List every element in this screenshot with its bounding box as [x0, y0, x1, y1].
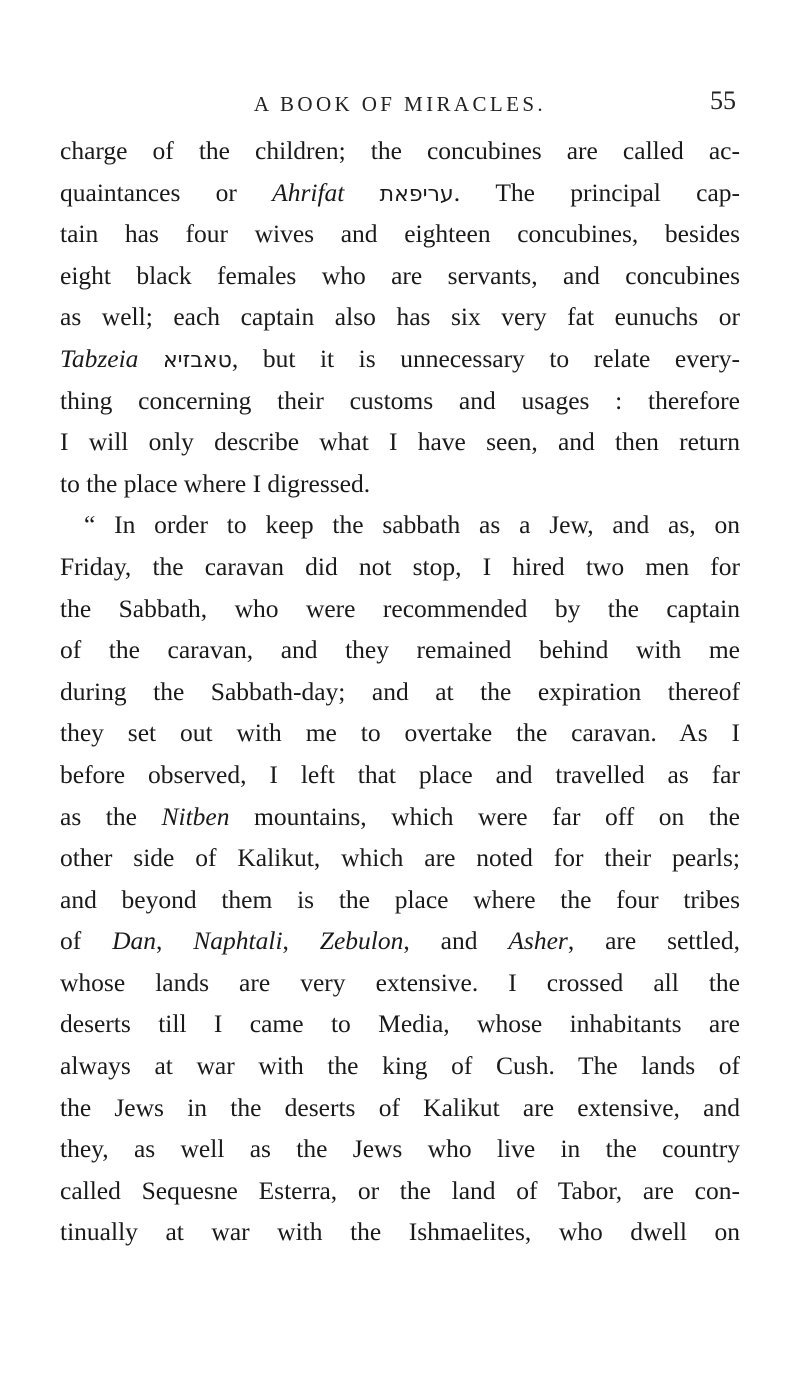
text-run: , [282, 926, 320, 956]
text-run: as the [60, 801, 162, 831]
hebrew-term: עריפאת [379, 181, 454, 207]
text-line: they set out with me to overtake the caravan. As I [60, 718, 740, 748]
text-line: as well; each captain also has six very fat eunuchs or [60, 302, 740, 332]
body-text [60, 130, 740, 1253]
text-line: the Jews in the deserts of Kalikut are extensive, and [60, 1092, 740, 1122]
text-line [60, 172, 740, 214]
italic-term: Zebulon [319, 926, 404, 956]
running-title: A BOOK OF MIRACLES. [253, 92, 547, 116]
text-run: . The principal cap- [453, 177, 741, 207]
italic-term: Nitben [161, 801, 230, 831]
text-line: eight black females who are servants, and concubines [60, 260, 740, 290]
text-line: during the Sabbath-day; and at the expiration thereof [60, 676, 740, 706]
text-line: the Sabbath, who were recommended by the captain [60, 593, 740, 623]
italic-term: Naphtali [193, 926, 283, 956]
text-line: always at war with the king of Cush. The lands of [60, 1051, 740, 1081]
text-run: mountains, which were far off on the [229, 801, 740, 831]
page-header [60, 86, 740, 126]
text-run: , and [403, 926, 509, 956]
text-line [60, 338, 740, 380]
text-run: , are settled, [567, 926, 741, 956]
hebrew-term: טאבזיא [162, 347, 232, 373]
italic-term: Dan [112, 926, 157, 956]
text-run: quaintances or [60, 177, 273, 207]
text-line: other side of Kalikut, which are noted for their pearls; [60, 843, 740, 873]
text-line: of the caravan, and they remained behind with me [60, 635, 740, 665]
text-line: called Sequesne Esterra, or the land of Tabor, are con- [60, 1175, 740, 1205]
text-line: before observed, I left that place and travelled as far [60, 759, 740, 789]
text-line: charge of the children; the concubines are called ac- [60, 136, 740, 165]
italic-term: Asher [508, 926, 568, 956]
text-line: they, as well as the Jews who live in the country [60, 1134, 740, 1164]
text-line: Friday, the caravan did not stop, I hired two men for [60, 551, 740, 581]
italic-term: Tabzeia [60, 343, 139, 373]
text-run: of [60, 926, 113, 956]
text-run: , [156, 926, 194, 956]
text-line: tain has four wives and eighteen concubines, besides [60, 219, 740, 249]
paragraph-start-line: “ In order to keep the sabbath as a Jew, and as, on [84, 510, 740, 540]
text-line [60, 796, 740, 838]
italic-term: Ahrifat [272, 177, 345, 207]
text-run: , but it is unnecessary to relate every- [231, 343, 740, 373]
text-line: to the place where I digressed. [60, 468, 371, 498]
text-line: thing concerning their customs and usages : therefore [60, 385, 740, 415]
text-line: deserts till I came to Media, whose inhabitants are [60, 1009, 740, 1039]
text-line: tinually at war with the Ishmaelites, who dwell on [60, 1217, 740, 1247]
page-number: 55 [710, 86, 736, 115]
text-line: I will only describe what I have seen, and then return [60, 427, 740, 457]
text-line [60, 920, 740, 962]
text-line: and beyond them is the place where the four tribes [60, 884, 740, 914]
text-line: whose lands are very extensive. I crossed all the [60, 967, 740, 997]
